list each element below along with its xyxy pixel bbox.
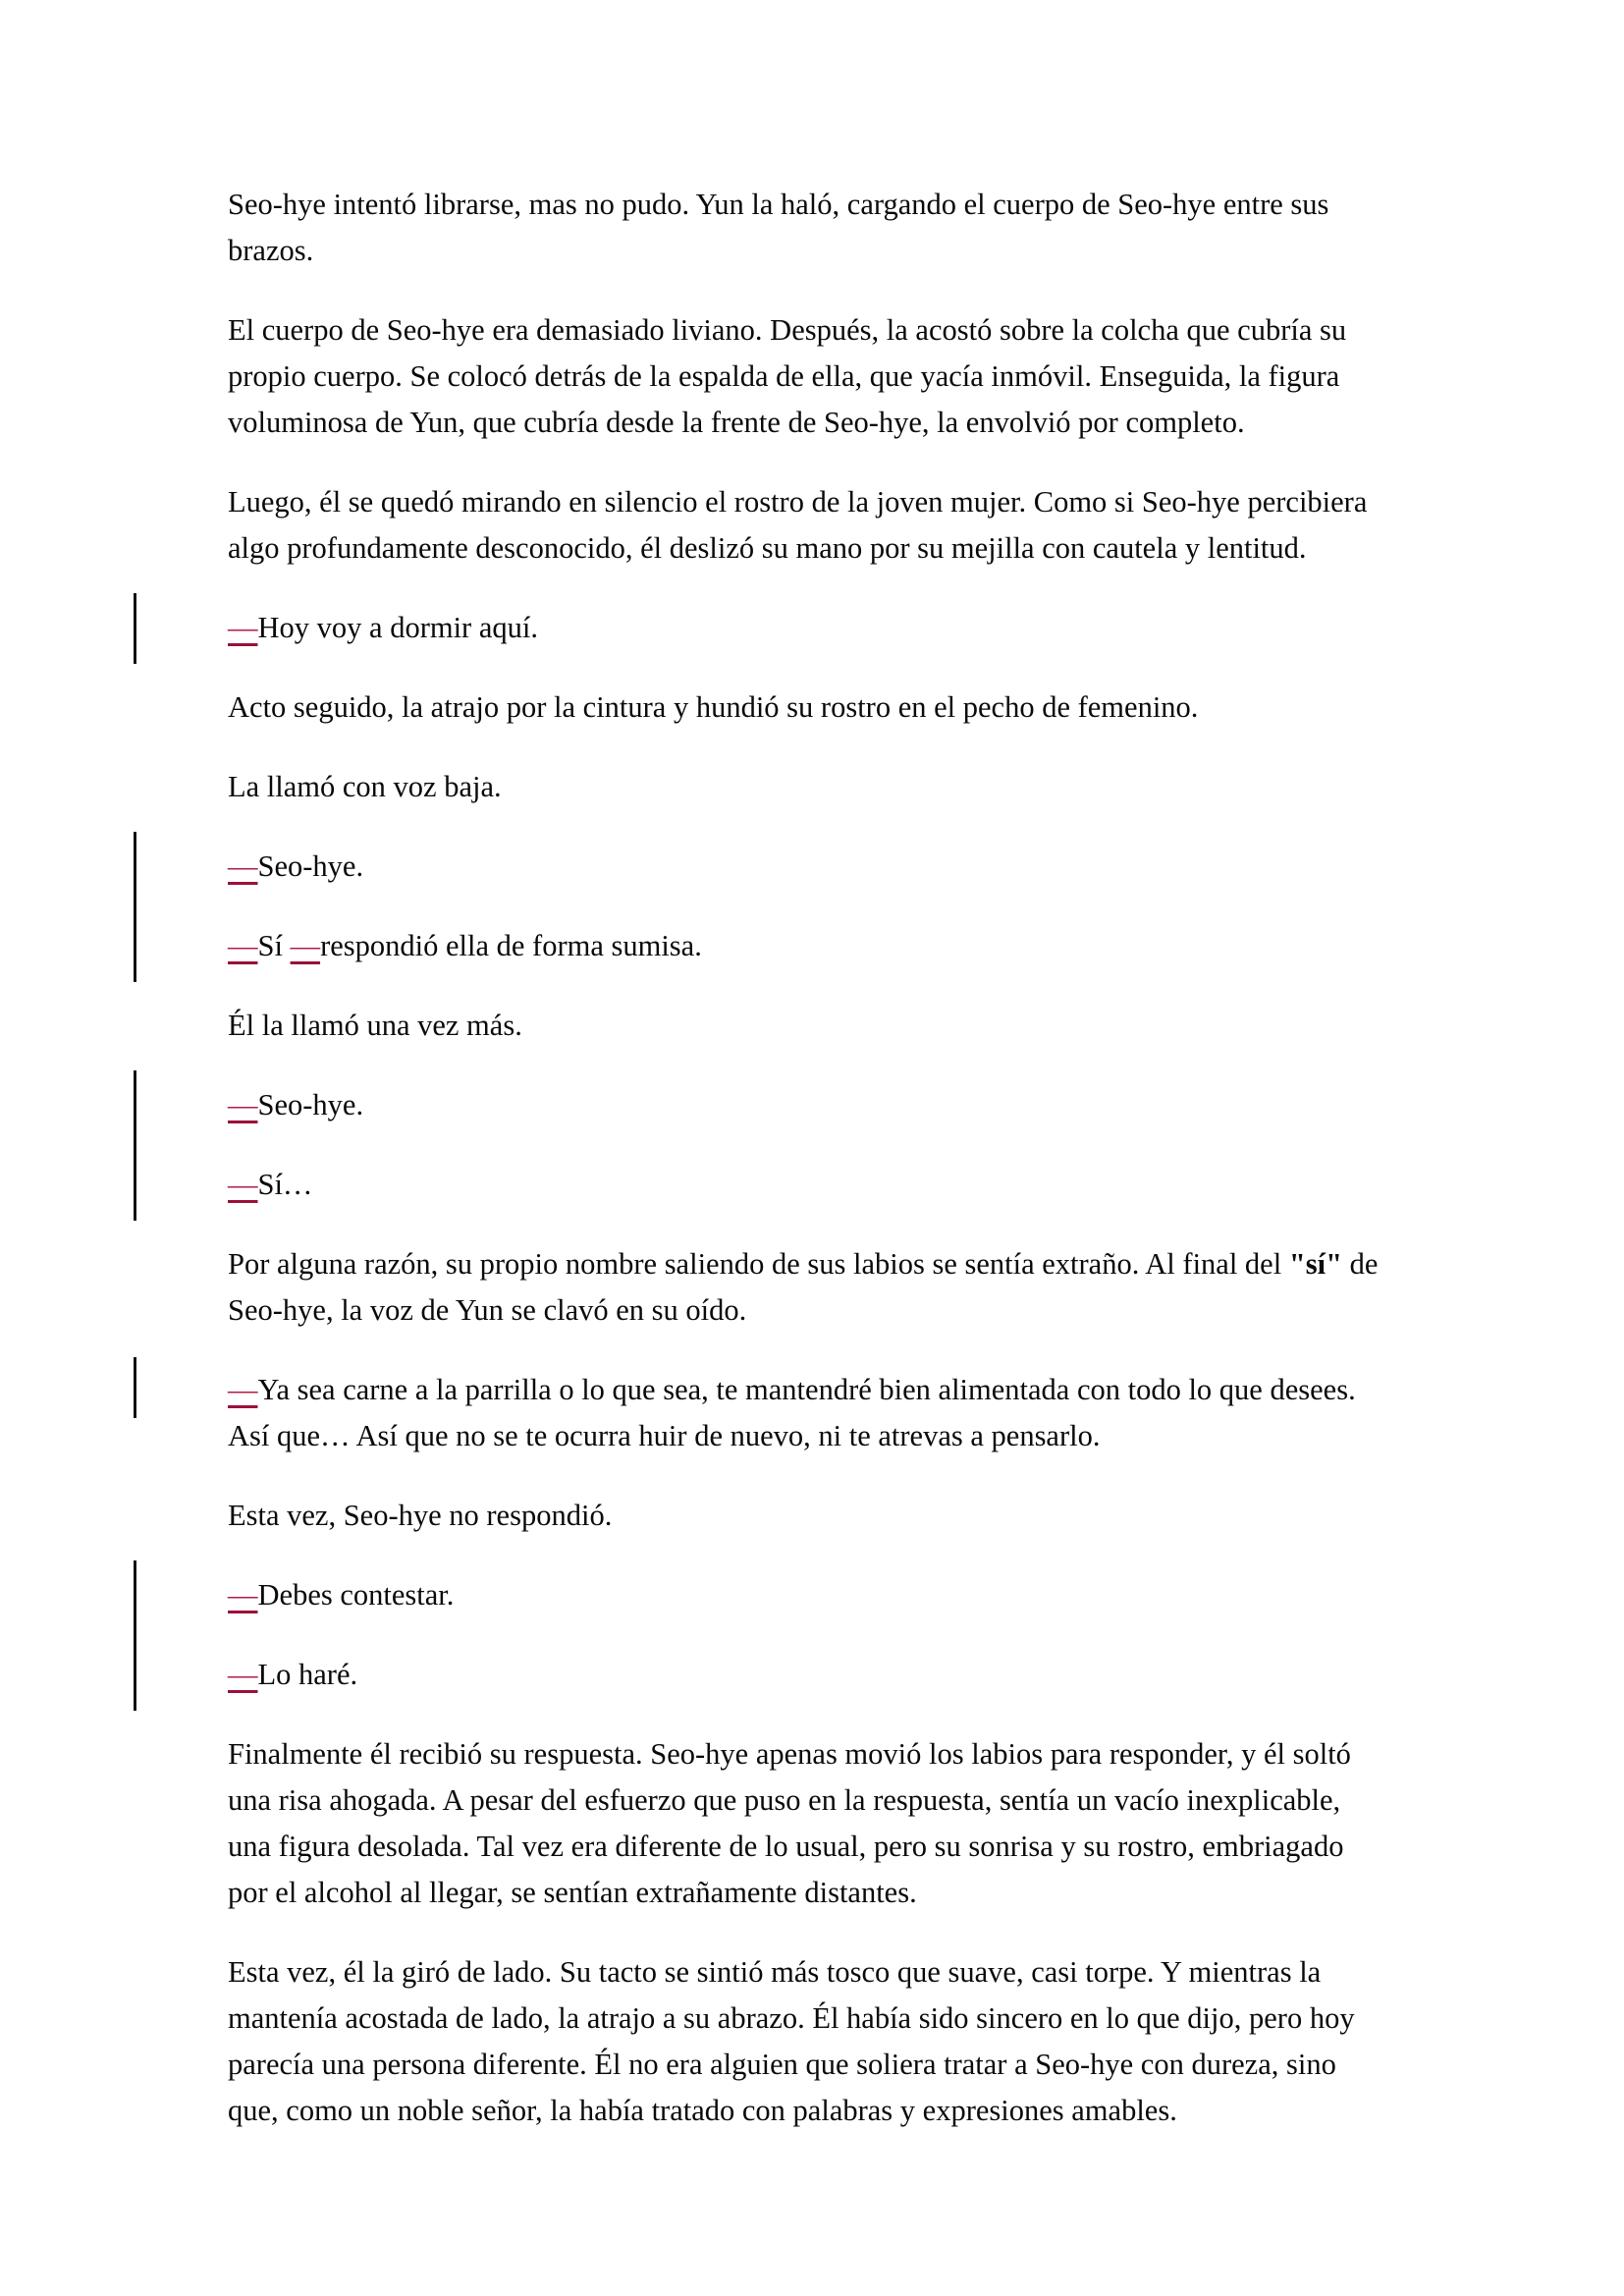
paragraph xyxy=(228,684,1386,731)
paragraph-text: Seo-hye intentó librarse, mas no pudo. Yun la haló, cargando el cuerpo de Seo-hye entre sus brazos. xyxy=(228,188,1329,267)
paragraph-text: La llamó con voz baja. xyxy=(228,770,502,803)
paragraph-tracked-change xyxy=(228,605,1386,651)
inserted-em-dash: — xyxy=(228,849,258,883)
paragraph xyxy=(228,1493,1386,1539)
change-bar xyxy=(134,1070,136,1221)
paragraph xyxy=(228,1949,1386,2134)
paragraph-text: El cuerpo de Seo-hye era demasiado liviano. Después, la acostó sobre la colcha que cubría su propio cuerpo. Se colocó detrás de la espalda de ella, que yacía inmóvil. Enseguida, la figura voluminosa de Yun, que cubría desde la frente de Seo-hye, la envolvió por completo. xyxy=(228,313,1347,439)
paragraph-tracked-change xyxy=(228,1082,1386,1128)
paragraph-text-after: respondió ella de forma sumisa. xyxy=(320,929,702,962)
paragraph-tracked-change xyxy=(228,1572,1386,1618)
inserted-em-dash: — xyxy=(228,1658,258,1691)
paragraph-text: Ya sea carne a la parrilla o lo que sea, te mantendré bien alimentada con todo lo que desees. Así que… Así que no se te ocurra huir de nuevo, ni te atrevas a pensarlo. xyxy=(228,1373,1356,1452)
emphasis-bold: "sí" xyxy=(1288,1247,1343,1281)
paragraph-text: Esta vez, Seo-hye no respondió. xyxy=(228,1499,613,1532)
paragraph-text: Lo haré. xyxy=(257,1658,358,1691)
change-bar xyxy=(134,1357,136,1418)
document-body xyxy=(228,182,1386,2134)
paragraph-text: Él la llamó una vez más. xyxy=(228,1009,522,1042)
inserted-em-dash: — xyxy=(228,1373,258,1406)
paragraph-text: Luego, él se quedó mirando en silencio el rostro de la joven mujer. Como si Seo-hye percibiera algo profundamente desconocido, él deslizó su mano por su mejilla con cautela y lentitud. xyxy=(228,485,1368,565)
paragraph-text-before: Por alguna razón, su propio nombre saliendo de sus labios se sentía extraño. Al final del xyxy=(228,1247,1289,1281)
paragraph-text: Seo-hye. xyxy=(257,849,364,883)
paragraph-text: Esta vez, él la giró de lado. Su tacto se sintió más tosco que suave, casi torpe. Y mientras la mantenía acostada de lado, la atrajo a su abrazo. Él había sido sincero en lo que dijo, pero hoy parecía una persona diferente. Él no era alguien que soliera tratar a Seo-hye con dureza, sino que, como un noble señor, la había tratado con palabras y expresiones amables. xyxy=(228,1955,1355,2127)
paragraph-text: Hoy voy a dormir aquí. xyxy=(257,611,538,644)
paragraph-text-before: Sí xyxy=(257,929,291,962)
change-bar xyxy=(134,832,136,982)
paragraph-text: Seo-hye. xyxy=(257,1088,364,1121)
paragraph xyxy=(228,1003,1386,1049)
inserted-em-dash-mid: — xyxy=(290,929,321,962)
paragraph xyxy=(228,1241,1386,1334)
paragraph xyxy=(228,307,1386,446)
paragraph-tracked-change xyxy=(228,1367,1386,1459)
paragraph-tracked-change xyxy=(228,1162,1386,1208)
inserted-em-dash: — xyxy=(228,611,258,644)
inserted-em-dash: — xyxy=(228,1088,258,1121)
inserted-em-dash: — xyxy=(228,1578,258,1612)
paragraph-text: Acto seguido, la atrajo por la cintura y hundió su rostro en el pecho de femenino. xyxy=(228,690,1199,724)
paragraph xyxy=(228,1731,1386,1916)
paragraph-text: Sí… xyxy=(257,1168,313,1201)
paragraph-tracked-change xyxy=(228,1652,1386,1698)
paragraph xyxy=(228,182,1386,274)
change-bar xyxy=(134,593,136,664)
change-bar xyxy=(134,1560,136,1711)
paragraph xyxy=(228,479,1386,572)
paragraph-tracked-change xyxy=(228,844,1386,890)
paragraph xyxy=(228,764,1386,810)
paragraph-text: Debes contestar. xyxy=(257,1578,455,1612)
paragraph-tracked-change xyxy=(228,923,1386,969)
paragraph-text-after: de Seo-hye, la voz de Yun se clavó en su oído. xyxy=(228,1247,1379,1327)
inserted-em-dash: — xyxy=(228,929,258,962)
inserted-em-dash: — xyxy=(228,1168,258,1201)
paragraph-text: Finalmente él recibió su respuesta. Seo-hye apenas movió los labios para responder, y él soltó una risa ahogada. A pesar del esfuerzo que puso en la respuesta, sentía un vacío inexplicable, una figura desolada. Tal vez era diferente de lo usual, pero su sonrisa y su rostro, embriagado por el alcohol al llegar, se sentían extrañamente distantes. xyxy=(228,1737,1351,1909)
